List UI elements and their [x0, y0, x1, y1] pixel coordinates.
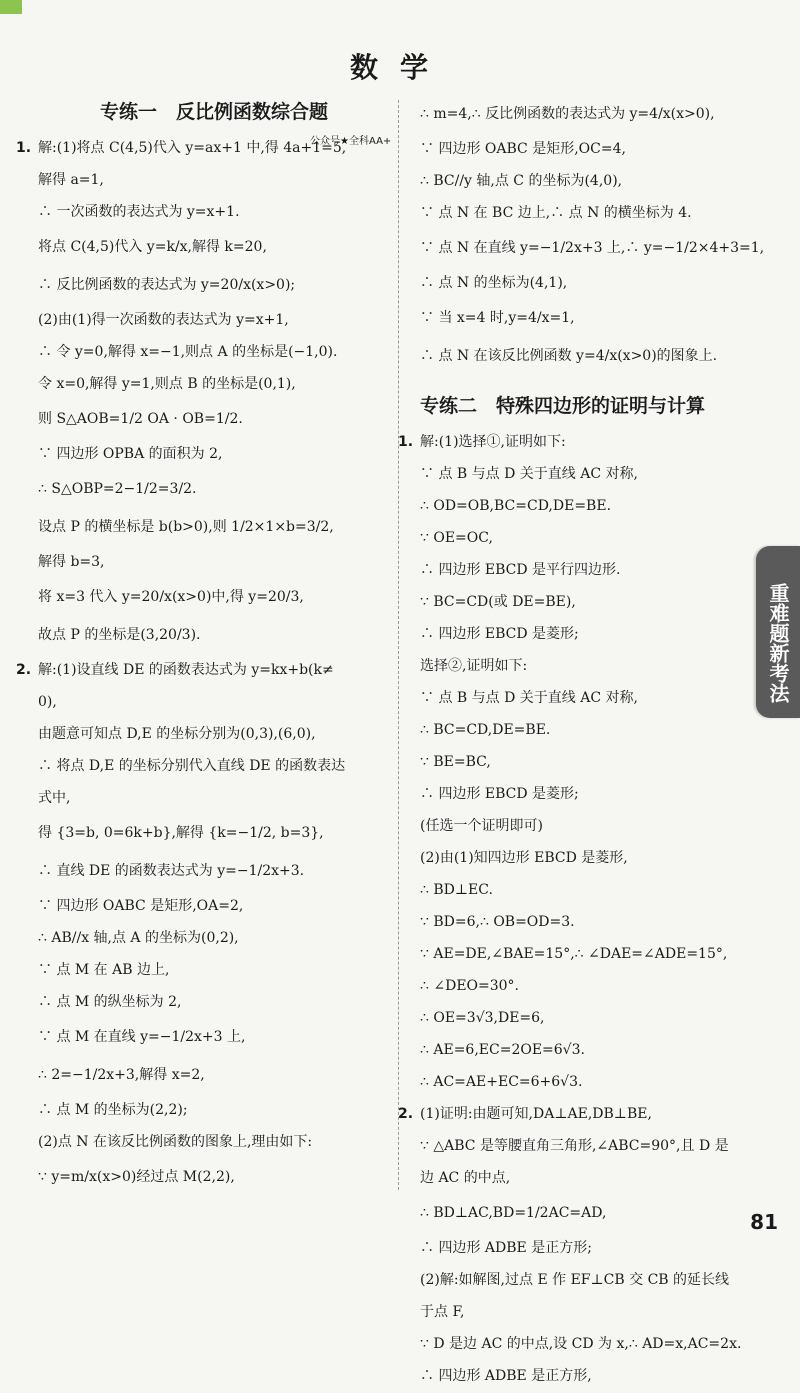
- text-line: [420, 338, 750, 376]
- line-text: 得 {3=b, 0=6k+b},解得 {k=−1/2, b=3},: [38, 824, 324, 841]
- text-line: [420, 198, 750, 230]
- text-line: [38, 891, 390, 923]
- line-text: (2)由(1)知四边形 EBCD 是菱形,: [420, 849, 628, 866]
- text-line: [38, 1019, 390, 1057]
- line-text: ∵ 四边形 OABC 是矩形,OC=4,: [420, 141, 626, 157]
- text-line: [38, 547, 390, 579]
- line-text: ∵ 四边形 OABC 是矩形,OA=2,: [38, 897, 244, 914]
- text-line: [420, 875, 750, 907]
- text-line: [16, 655, 390, 687]
- line-text: 式中,: [38, 789, 71, 806]
- line-text: 将 x=3 代入 y=20/x(x>0)中,得 y=20/3,: [38, 588, 304, 605]
- text-line: [420, 491, 750, 523]
- line-text: ∵ D 是边 AC 的中点,设 CD 为 x,∴ AD=x,AC=2x.: [420, 1335, 742, 1352]
- line-text: ∵ 点 B 与点 D 关于直线 AC 对称,: [420, 465, 638, 482]
- question-number: 2.: [16, 661, 32, 678]
- text-line: [38, 783, 390, 815]
- text-line: [420, 523, 750, 555]
- text-line: [38, 439, 390, 471]
- text-line: [38, 719, 390, 751]
- line-text: ∴ 点 M 的坐标为(2,2);: [38, 1101, 188, 1118]
- line-text: ∵ OE=OC,: [420, 529, 493, 546]
- left-column: [16, 96, 390, 1197]
- line-text: ∴ 一次函数的表达式为 y=x+1.: [38, 203, 240, 220]
- line-text: ∴ BC=CD,DE=BE.: [420, 721, 551, 738]
- side-tab-label: 重难题新考法: [766, 583, 790, 703]
- text-line: [38, 853, 390, 891]
- text-line: [420, 300, 750, 338]
- text-line: [38, 197, 390, 229]
- text-line: [38, 471, 390, 509]
- text-line: [38, 1127, 390, 1159]
- line-text: ∴ 四边形 ADBE 是正方形,: [420, 1367, 592, 1384]
- text-line: [420, 747, 750, 779]
- text-line: [420, 587, 750, 619]
- text-line: [38, 1095, 390, 1127]
- line-text: ∴ S△OBP=2−1/2=3/2.: [38, 480, 197, 497]
- line-text: 0),: [38, 693, 57, 710]
- text-line: [38, 165, 390, 197]
- text-line: [420, 166, 750, 198]
- line-text: 选择②,证明如下:: [420, 657, 528, 674]
- text-line: [38, 337, 390, 369]
- line-text: ∵ 点 N 在直线 y=−1/2x+3 上,∴ y=−1/2×4+3=1,: [420, 240, 765, 256]
- text-line: [420, 459, 750, 491]
- text-line: [420, 1297, 750, 1329]
- text-line: [420, 1131, 750, 1163]
- text-line: [398, 427, 750, 459]
- text-line: [420, 1067, 750, 1099]
- corner-mark: [0, 0, 22, 14]
- text-line: [420, 1035, 750, 1067]
- text-line: [38, 509, 390, 547]
- line-text: ∴ BC//y 轴,点 C 的坐标为(4,0),: [420, 173, 623, 189]
- line-text: ∴ 四边形 EBCD 是菱形;: [420, 625, 579, 642]
- line-text: ∴ m=4,∴ 反比例函数的表达式为 y=4/x(x>0),: [420, 106, 715, 122]
- text-line: [420, 1361, 750, 1393]
- line-text: 将点 C(4,5)代入 y=k/x,解得 k=20,: [38, 238, 267, 255]
- text-line: [420, 1003, 750, 1035]
- text-line: [38, 687, 390, 719]
- text-line: [38, 1159, 390, 1197]
- line-text: 设点 P 的横坐标是 b(b>0),则 1/2×1×b=3/2,: [38, 518, 334, 535]
- right-lines-bottom: [398, 427, 750, 1393]
- text-line: [38, 401, 390, 439]
- line-text: ∴ 令 y=0,解得 x=−1,则点 A 的坐标是(−1,0).: [38, 343, 338, 360]
- line-text: ∴ AC=AE+EC=6+6√3.: [420, 1073, 583, 1090]
- left-lines: [16, 133, 390, 1197]
- text-line: [420, 1233, 750, 1265]
- line-text: 边 AC 的中点,: [420, 1169, 511, 1186]
- text-line: [420, 971, 750, 1003]
- line-text: ∴ 2=−1/2x+3,解得 x=2,: [38, 1066, 205, 1083]
- line-text: ∵ 点 B 与点 D 关于直线 AC 对称,: [420, 689, 638, 706]
- text-line: [38, 751, 390, 783]
- text-line: [38, 1057, 390, 1095]
- line-text: ∴ 点 N 在该反比例函数 y=4/x(x>0)的图象上.: [420, 348, 718, 364]
- line-text: 解:(1)将点 C(4,5)代入 y=ax+1 中,得 4a+1=5,: [38, 139, 347, 156]
- text-line: [38, 267, 390, 305]
- text-line: [38, 923, 390, 955]
- line-text: ∵ BC=CD(或 DE=BE),: [420, 593, 576, 610]
- line-text: ∵ y=m/x(x>0)经过点 M(2,2),: [38, 1168, 235, 1185]
- line-text: 解得 b=3,: [38, 553, 105, 570]
- text-line: [38, 369, 390, 401]
- line-text: ∵ △ABC 是等腰直角三角形,∠ABC=90°,且 D 是: [420, 1137, 729, 1154]
- line-text: (2)由(1)得一次函数的表达式为 y=x+1,: [38, 311, 289, 328]
- column-divider: [398, 100, 399, 1190]
- line-text: (2)解:如解图,过点 E 作 EF⊥CB 交 CB 的延长线: [420, 1271, 730, 1288]
- question-number: 1.: [16, 139, 32, 156]
- right-lines-top: [420, 96, 765, 376]
- text-line: [420, 96, 750, 134]
- line-text: (2)点 N 在该反比例函数的图象上,理由如下:: [38, 1133, 313, 1150]
- line-text: 由题意可知点 D,E 的坐标分别为(0,3),(6,0),: [38, 725, 316, 742]
- text-line: [420, 779, 750, 811]
- line-text: (任选一个证明即可): [420, 817, 543, 834]
- line-text: ∴ 点 M 的纵坐标为 2,: [38, 993, 182, 1010]
- line-text: ∴ AB//x 轴,点 A 的坐标为(0,2),: [38, 929, 239, 946]
- line-text: ∴ 反比例函数的表达式为 y=20/x(x>0);: [38, 276, 296, 293]
- line-text: ∵ 点 M 在 AB 边上,: [38, 961, 170, 978]
- line-text: 解:(1)设直线 DE 的函数表达式为 y=kx+b(k≠: [38, 661, 334, 678]
- text-line: [420, 1195, 750, 1233]
- text-line: [420, 907, 750, 939]
- line-text: 解得 a=1,: [38, 171, 104, 188]
- side-tab[interactable]: [756, 546, 800, 718]
- line-text: ∵ 点 N 在 BC 边上,∴ 点 N 的横坐标为 4.: [420, 205, 692, 221]
- line-text: ∴ 点 N 的坐标为(4,1),: [420, 275, 568, 291]
- text-line: [420, 715, 750, 747]
- section-title-left: 专练一 反比例函数综合题: [99, 101, 328, 123]
- line-text: ∴ ∠DEO=30°.: [420, 977, 520, 994]
- section-title-right: 专练二 特殊四边形的证明与计算: [420, 395, 706, 417]
- line-text: ∴ BD⊥AC,BD=1/2AC=AD,: [420, 1204, 607, 1221]
- question-number: 1.: [398, 433, 414, 450]
- line-text: ∵ 点 M 在直线 y=−1/2x+3 上,: [38, 1028, 246, 1045]
- line-text: ∴ 四边形 EBCD 是菱形;: [420, 785, 579, 802]
- watermark: 公众号★全科AA+: [310, 136, 392, 147]
- line-text: ∵ 四边形 OPBA 的面积为 2,: [38, 445, 223, 462]
- text-line: [38, 305, 390, 337]
- text-line: [420, 555, 750, 587]
- line-text: ∵ 当 x=4 时,y=4/x=1,: [420, 310, 575, 326]
- text-line: [420, 1163, 750, 1195]
- text-line: [420, 651, 750, 683]
- question-number: 2.: [398, 1105, 414, 1122]
- text-line: [420, 268, 750, 300]
- line-text: (1)证明:由题可知,DA⊥AE,DB⊥BE,: [420, 1105, 652, 1122]
- text-line: [398, 1099, 750, 1131]
- page-number: 81: [750, 1210, 778, 1234]
- line-text: ∴ AE=6,EC=2OE=6√3.: [420, 1041, 585, 1058]
- line-text: ∵ BD=6,∴ OB=OD=3.: [420, 913, 575, 930]
- line-text: ∴ 将点 D,E 的坐标分别代入直线 DE 的函数表达: [38, 757, 346, 774]
- line-text: ∴ 直线 DE 的函数表达式为 y=−1/2x+3.: [38, 862, 305, 879]
- text-line: [38, 987, 390, 1019]
- page-title: 数学: [349, 51, 450, 84]
- text-line: [420, 134, 750, 166]
- text-line: [420, 939, 750, 971]
- text-line: [420, 230, 765, 268]
- text-line: [420, 1329, 750, 1361]
- line-text: ∴ 四边形 ADBE 是正方形;: [420, 1239, 592, 1256]
- text-line: [38, 579, 390, 617]
- line-text: ∴ 四边形 EBCD 是平行四边形.: [420, 561, 621, 578]
- line-text: 令 x=0,解得 y=1,则点 B 的坐标是(0,1),: [38, 375, 296, 392]
- text-line: [420, 619, 750, 651]
- line-text: ∵ BE=BC,: [420, 753, 491, 770]
- text-line: [420, 683, 750, 715]
- line-text: 于点 F,: [420, 1303, 465, 1320]
- text-line: [38, 617, 390, 655]
- line-text: ∴ BD⊥EC.: [420, 881, 493, 898]
- line-text: ∴ OE=3√3,DE=6,: [420, 1009, 545, 1026]
- line-text: 则 S△AOB=1/2 OA · OB=1/2.: [38, 410, 243, 427]
- text-line: [420, 843, 750, 875]
- line-text: 故点 P 的坐标是(3,20/3).: [38, 626, 201, 643]
- text-line: [38, 229, 390, 267]
- text-line: [420, 1265, 750, 1297]
- text-line: [38, 955, 390, 987]
- line-text: ∴ OD=OB,BC=CD,DE=BE.: [420, 497, 612, 514]
- text-line: [420, 811, 750, 843]
- text-line: [38, 815, 390, 853]
- line-text: 解:(1)选择①,证明如下:: [420, 433, 566, 450]
- line-text: ∵ AE=DE,∠BAE=15°,∴ ∠DAE=∠ADE=15°,: [420, 945, 728, 962]
